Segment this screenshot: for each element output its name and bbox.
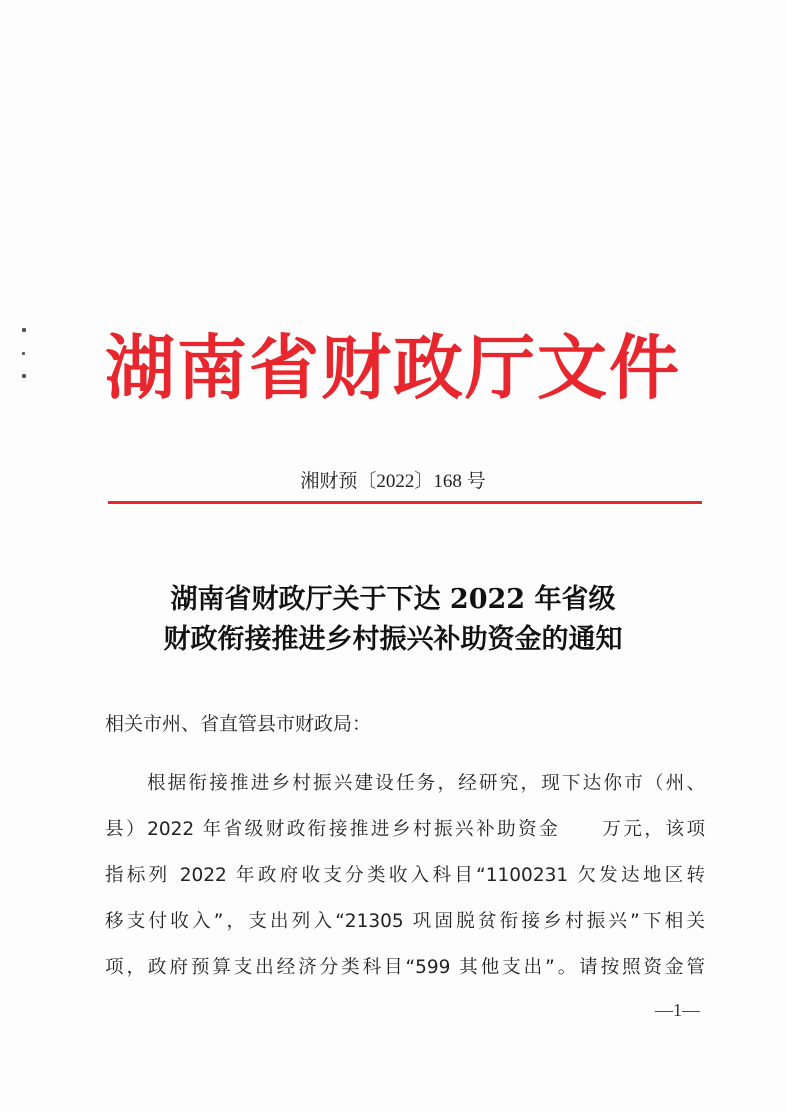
document-title-line-1: 湖南省财政厅关于下达 2022 年省级 [170, 584, 616, 615]
page-number: —1— [655, 1000, 700, 1020]
body-line: 移支付收入”，支出列入“21305 巩固脱贫衔接乡村振兴”下相关 [105, 911, 705, 932]
addressee: 相关市州、省直管县市财政局： [105, 713, 372, 735]
body-line: 县）2022 年省级财政衔接推进乡村振兴补助资金 万元，该项 [105, 819, 705, 840]
body-line: 指标列 2022 年政府收支分类收入科目“1100231 欠发达地区转 [105, 865, 705, 886]
document-title [0, 580, 786, 660]
body-line: 根据衔接推进乡村振兴建设任务，经研究，现下达你市（州、 [147, 773, 705, 794]
body-line: 项，政府预算支出经济分类科目“599 其他支出”。请按照资金管 [105, 957, 705, 978]
body-paragraph [105, 761, 705, 991]
document-number: 湘财预〔2022〕168 号 [300, 471, 486, 492]
document-title-line-2: 财政衔接推进乡村振兴补助资金的通知 [163, 624, 623, 655]
red-divider-line [108, 501, 702, 504]
organization-banner: 湖南省财政厅文件 [105, 326, 681, 409]
